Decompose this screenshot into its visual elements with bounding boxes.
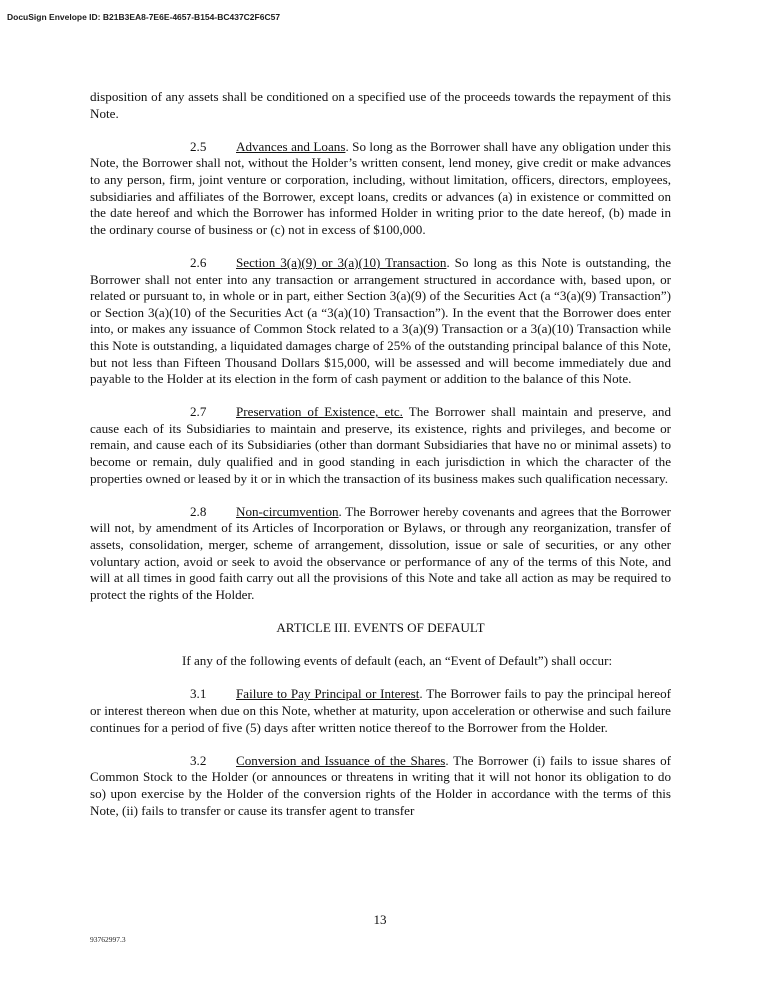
- section-3-1: [90, 686, 671, 736]
- section-text: . So long as the Borrower shall have any obligation under this Note, the Borrower shall not, without the Holder’s written consent, lend money, give credit or make advances to any person, firm, joint venture or corporation, including, without limitation, officers, directors, employees, subsidiaries and affiliates of the Borrower, except loans, credits or advances (a) in existence or committed on the date hereof and which the Borrower has informed Holder in writing prior to the date hereof, (b) made in the ordinary course of business or (c) not in excess of $100,000.: [90, 138, 671, 237]
- section-text: . The Borrower (i) fails to issue shares of Common Stock to the Holder (or announces or threatens in writing that it will not honor its obligation to do so) upon exercise by the Holder of the conversion rights of the Holder in accordance with the terms of this Note, (ii) fails to transfer or cause its transfer agent to transfer: [90, 752, 671, 818]
- document-id: 93762997.3: [90, 935, 126, 944]
- section-text: . The Borrower fails to pay the principal hereof or interest thereon when due on this Note, whether at maturity, upon acceleration or otherwise and such failure continues for a period of five (5) days after written notice thereof to the Borrower from the Holder.: [90, 686, 671, 735]
- section-heading: Preservation of Existence, etc.: [236, 404, 403, 420]
- section-number: 2.8: [190, 503, 207, 519]
- section-2-7: [90, 404, 671, 487]
- section-2-8: [90, 504, 671, 604]
- section-3-2: [90, 753, 671, 819]
- section-heading: Advances and Loans: [236, 138, 346, 154]
- section-number: 2.6: [190, 254, 207, 270]
- section-number: 3.1: [190, 686, 207, 702]
- section-text: The Borrower shall maintain and preserve, and cause each of its Subsidiaries to maintain and preserve, its existence, rights and privileges, and become or remain, and cause each of its Subsidiaries (other than dormant Subsidiaries that have no or minimal assets) to become or remain, duly qualified and in good standing in each jurisdiction in which the character of the properties owned or leased by it or in which the transaction of its business makes such qualification necessary.: [90, 404, 671, 486]
- article-title: ARTICLE III. EVENTS OF DEFAULT: [276, 620, 485, 635]
- section-2-6: [90, 255, 671, 388]
- docusign-envelope-id: DocuSign Envelope ID: B21B3EA8-7E6E-4657-B154-BC437C2F6C57: [7, 12, 281, 22]
- section-text: . So long as this Note is outstanding, the Borrower shall not enter into any transaction or arrangement structured in accordance with, based upon, or related or pursuant to, in whole or in part, either Section 3(a)(9) of the Securities Act (a “3(a)(9) Transaction”) or Section 3(a)(10) of the Securities Act (a “3(a)(10) Transaction”). In the event that the Borrower does enter into, or makes any issuance of Common Stock related to a 3(a)(9) Transaction or a 3(a)(10) Transaction while this Note is outstanding, a liquidated damages charge of 25% of the outstanding principal balance of this Note, but not less than Fifteen Thousand Dollars $15,000, will be assessed and will become immediately due and payable to the Holder at its election in the form of cash payment or addition to the balance of this Note.: [90, 254, 672, 387]
- section-2-5: [90, 139, 671, 239]
- section-heading: Section 3(a)(9) or 3(a)(10) Transaction: [236, 254, 447, 270]
- section-number: 3.2: [190, 752, 207, 768]
- document-body: [90, 89, 671, 836]
- section-number: 2.5: [190, 138, 207, 154]
- article-intro: If any of the following events of default (each, an “Event of Default”) shall occur:: [182, 653, 613, 669]
- section-heading: Non-circumvention: [236, 503, 339, 519]
- opening-paragraph: disposition of any assets shall be conditioned on a specified use of the proceeds towards the repayment of this Note.: [90, 89, 671, 121]
- section-text: . The Borrower hereby covenants and agrees that the Borrower will not, by amendment of its Articles of Incorporation or Bylaws, or through any reorganization, transfer of assets, consolidation, merger, scheme of arrangement, dissolution, issue or sale of securities, or any other voluntary action, avoid or seek to avoid the observance or performance of any of the terms of this Note, and will at all times in good faith carry out all the provisions of this Note and take all action as may be required to protect the rights of the Holder.: [90, 503, 671, 602]
- section-heading: Failure to Pay Principal or Interest: [236, 686, 420, 702]
- page-number: 13: [373, 912, 387, 927]
- section-heading: Conversion and Issuance of the Shares: [236, 752, 446, 768]
- section-number: 2.7: [190, 404, 207, 420]
